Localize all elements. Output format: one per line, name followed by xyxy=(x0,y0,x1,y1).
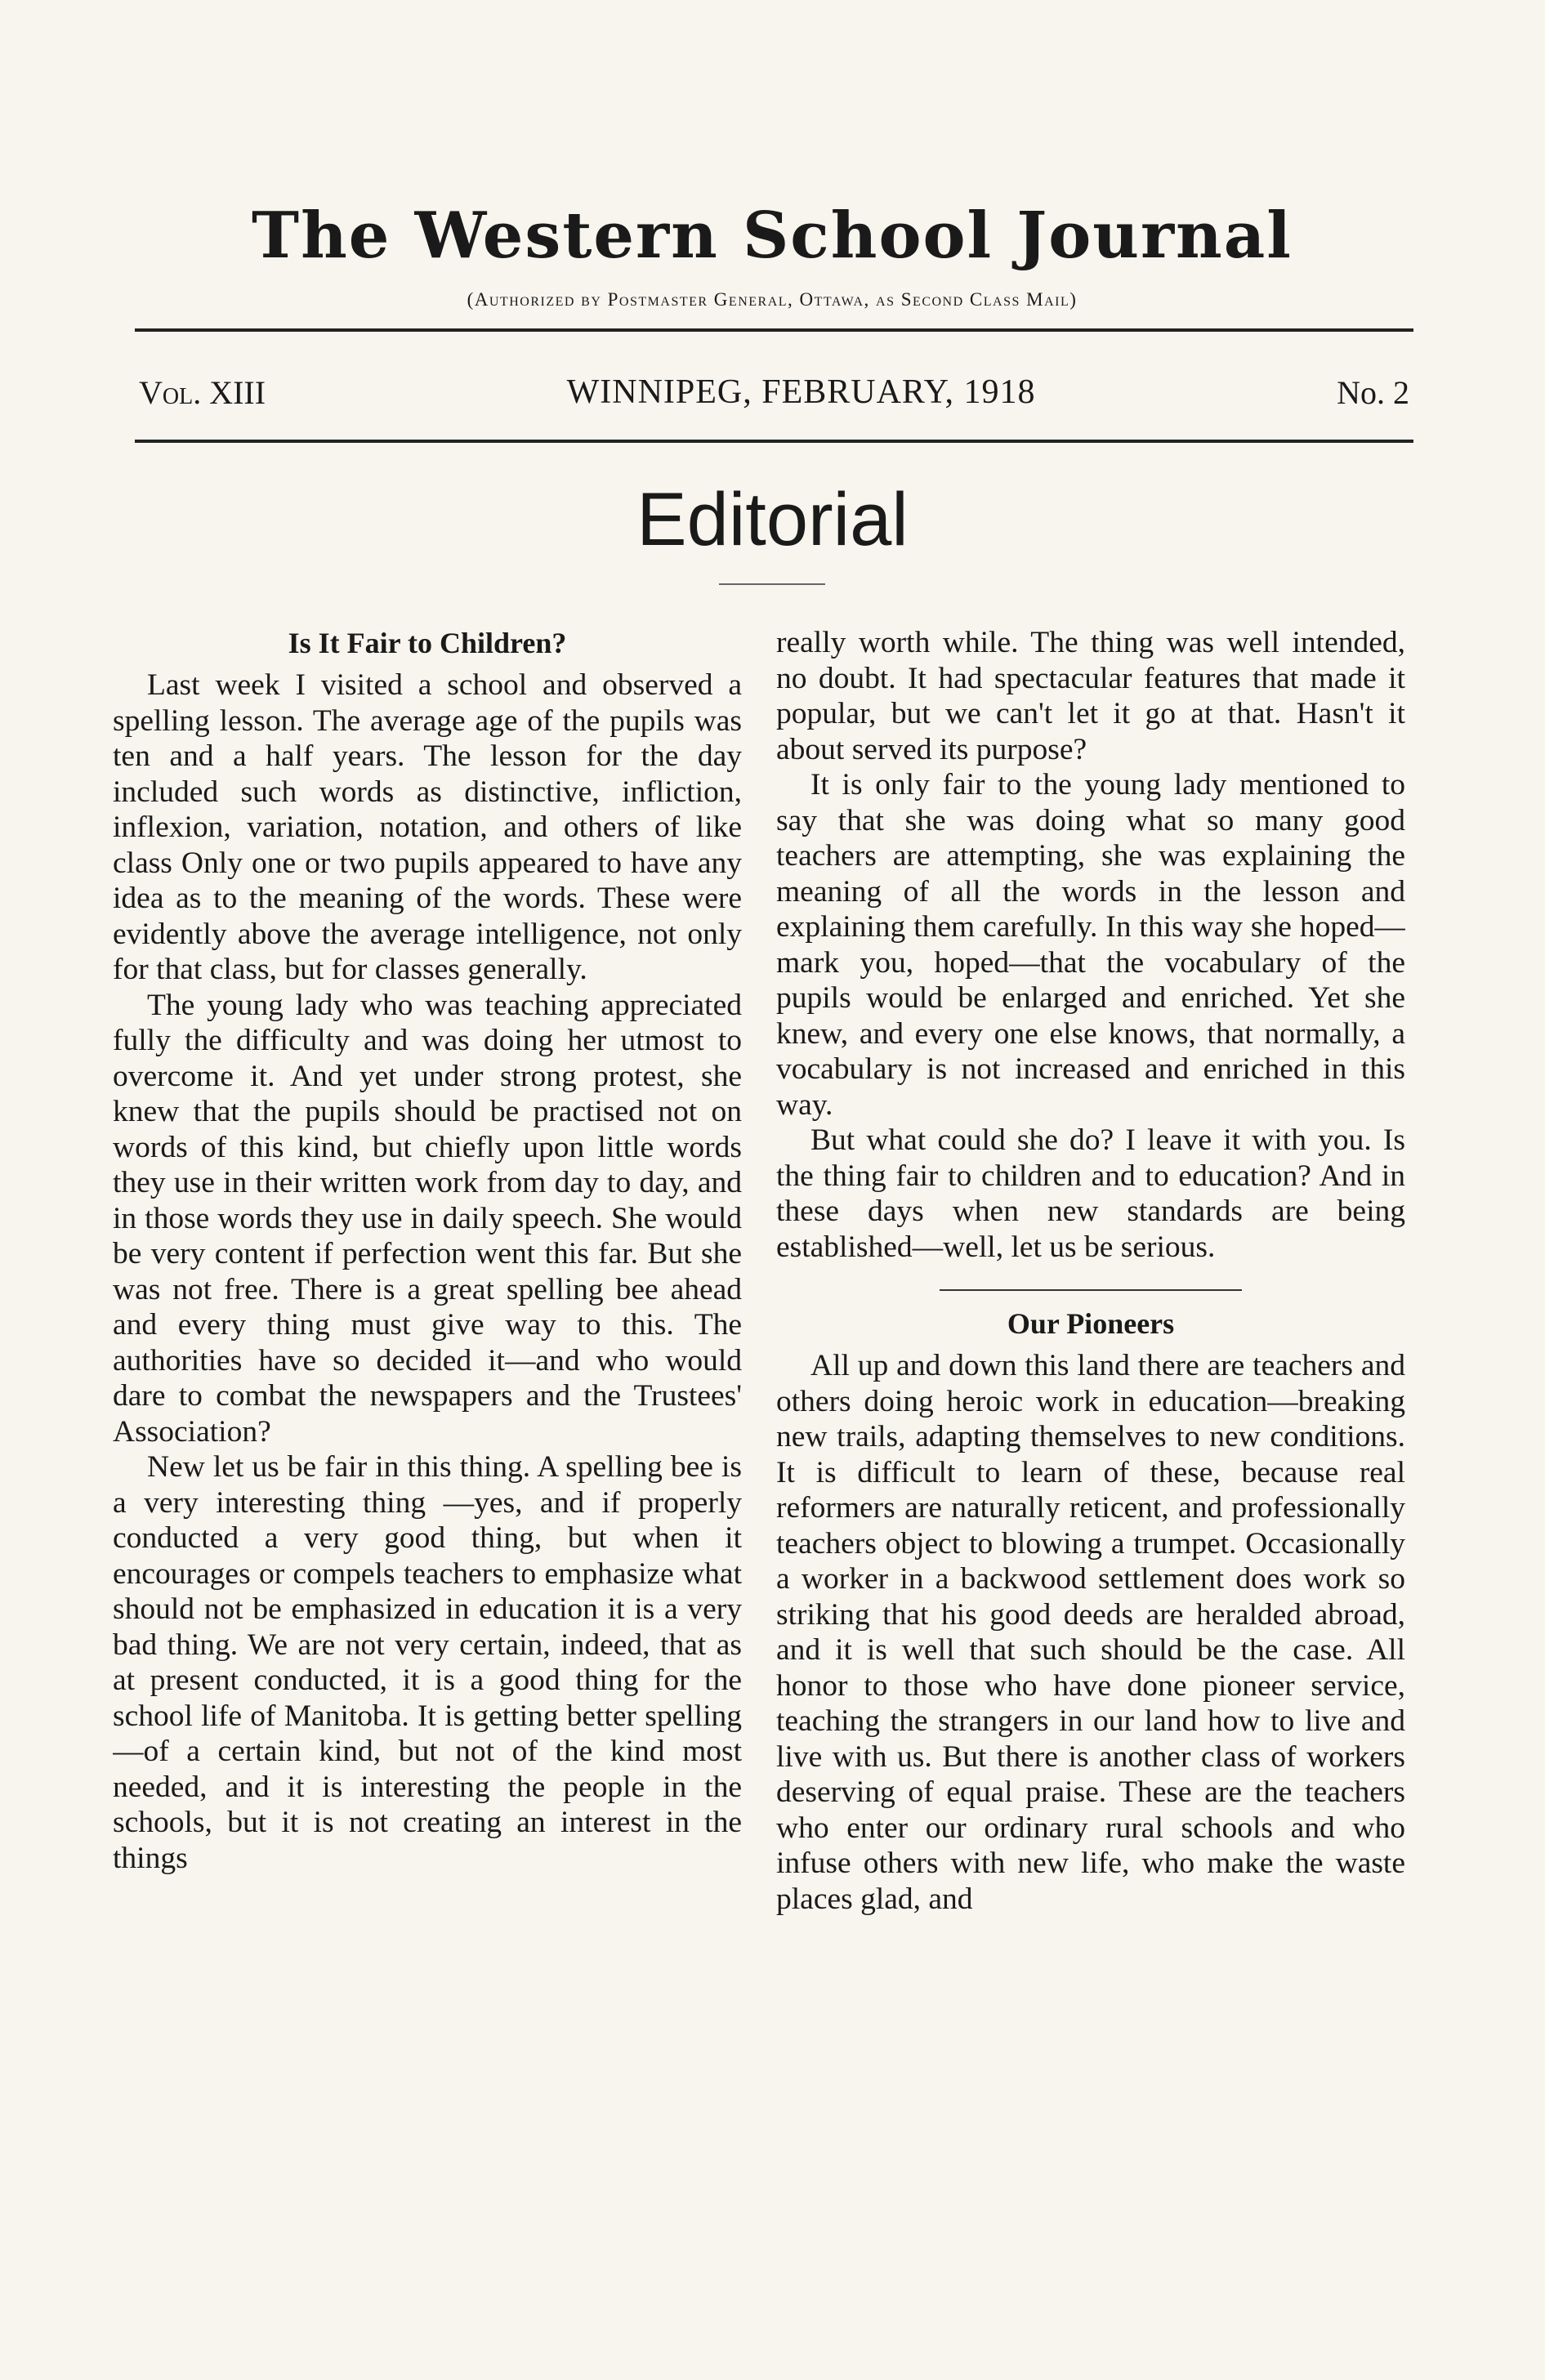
place-date: WINNIPEG, FEBRUARY, 1918 xyxy=(566,373,1036,411)
masthead xyxy=(131,199,1413,310)
section-heading: Editorial xyxy=(636,478,909,561)
column-right xyxy=(776,625,1405,2349)
article-paragraph: All up and down this land there are teachers and others doing heroic work in education—breaking new trails, adapting themselves to new conditions. It is difficult to learn of these, because real reformers are naturally reticent, and professionally teachers object to blowing a trumpet. Occasionally a worker in a backwood settlement does work so striking that his good deeds are heralded abroad, and it is well that such should be the case. All honor to those who have done pioneer service, teaching the strangers in our land how to live and live with us. But there is another class of workers deserving of equal praise. These are the teachers who enter our ordinary rural schools and who infuse others with new life, who make the waste places glad, and xyxy=(776,1349,1405,1916)
article-paragraph: But what could she do? I leave it with you. Is the thing fair to children and to education? And in these days when new standards are being established—well, let us be serious. xyxy=(776,1123,1405,1264)
article-paragraph: New let us be fair in this thing. A spelling bee is a very interesting thing —yes, and if properly conducted a very good thing, but when it encourages or compels teachers to emphasize what should not be emphasized in education it is a very bad thing. We are not very certain, indeed, that as at present conducted, it is a good thing for the school life of Manitoba. It is getting better spelling—of a certain kind, but not of the kind most needed, and it is interesting the people in the schools, but it is not creating an interest in the things xyxy=(113,1450,742,1875)
issue-info xyxy=(139,364,1409,421)
volume-label: Vol. XIII xyxy=(139,373,266,411)
journal-title: The Western School Journal xyxy=(252,199,1293,273)
article-title: Is It Fair to Children? xyxy=(288,627,567,659)
heading-divider xyxy=(719,583,825,585)
masthead-rule-top xyxy=(135,328,1413,332)
article-title: Our Pioneers xyxy=(1007,1307,1175,1340)
article-paragraph: It is only fair to the young lady mentioned to say that she was doing what so many good teachers are attempting, she was explaining the meaning of all the words in the lesson and explaining them carefully. In this way she hoped—mark you, hoped—that the vocabulary of the pupils would be enlarged and enriched. Yet she knew, and every one else knows, that normally, a vocabulary is not increased and enriched in this way. xyxy=(776,768,1405,1122)
article-paragraph: The young lady who was teaching appreciated fully the difficulty and was doing her utmost to overcome it. And yet under strong protest, she knew that the pupils should be practised not on words of this kind, but chiefly upon little words they use in their written work from day to day, and in those words they use in daily speech. She would be very content if perfection went this far. But she was not free. There is a great spelling bee ahead and every thing must give way to this. The authorities have so decided it—and who would dare to combat the newspapers and the Trustees' Association? xyxy=(113,988,742,1449)
article-paragraph: Last week I visited a school and observed a spelling lesson. The average age of the pupils was ten and a half years. The lesson for the day included such words as distinctive, infliction, inflexion, variation, notation, and others of like class Only one or two pupils appeared to have any idea as to the meaning of the words. These were evidently above the average intelligence, not only for that class, but for classes generally. xyxy=(113,668,742,986)
article-paragraph-continued: really worth while. The thing was well intended, no doubt. It had spectacular features that made it popular, but we can't let it go at that. Hasn't it about served its purpose? xyxy=(776,626,1405,766)
authorized-notice: (Authorized by Postmaster General, Ottawa, as Second Class Mail) xyxy=(467,289,1078,310)
masthead-rule-bottom xyxy=(135,440,1413,443)
article-divider xyxy=(940,1289,1242,1291)
column-left xyxy=(113,625,742,2349)
issue-number: No. 2 xyxy=(1337,373,1409,411)
